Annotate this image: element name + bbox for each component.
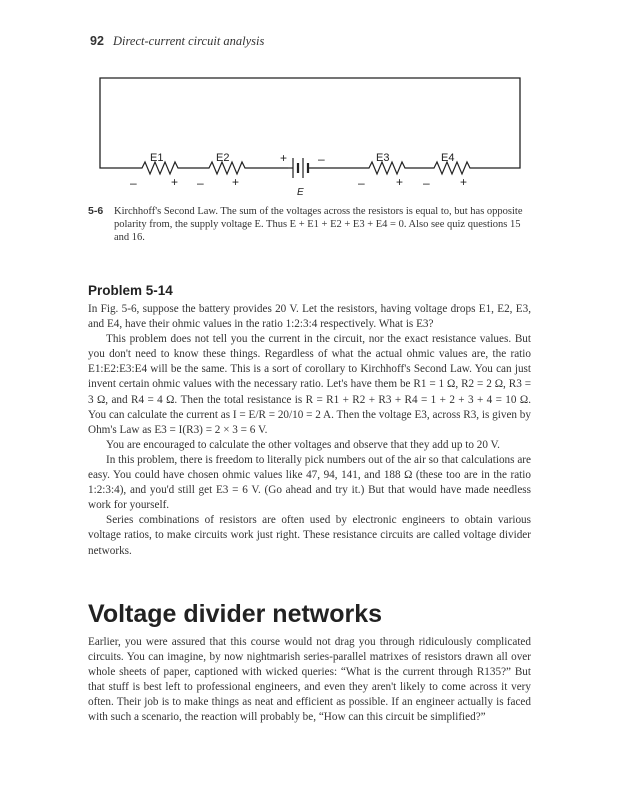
- figure-caption: [88, 205, 528, 245]
- label-battery: E: [297, 187, 304, 198]
- problem-body: [88, 302, 531, 559]
- label-e1: E1: [150, 152, 164, 164]
- running-header: [90, 34, 264, 49]
- circuit-figure: [90, 70, 530, 202]
- paragraph: You are encouraged to calculate the other voltages and observe that they add up to 20 V.: [106, 438, 500, 451]
- figure-caption-text: Kirchhoff's Second Law. The sum of the voltages across the resistors is equal to, but has opposite polarity from, the supply voltage E. Thus E + E1 + E2 + E3 + E4 = 0. Also see quiz questions 15 and 16.: [114, 206, 523, 244]
- problem-question: In Fig. 5-6, suppose the battery provides 20 V. Let the resistors, having voltage drops E1, E2, E3, and E4, have their ohmic values in the ratio 1:2:3:4 respectively. What is E3?: [88, 303, 531, 331]
- page-number: 92: [90, 34, 104, 48]
- paragraph: In this problem, there is freedom to literally pick numbers out of the air so that calculations are easy. You could have chosen ohmic values like 47, 94, 141, and 188 Ω (these too are in the ratio 1:2:3:4), and you'd still get E3 = 6 V. (Go ahead and try it.) But that would have made needless work for yourself.: [88, 453, 531, 512]
- section-body: [88, 635, 531, 726]
- polarity-e4-minus: –: [423, 176, 430, 190]
- label-e2: E2: [216, 152, 230, 164]
- polarity-e2-minus: –: [197, 176, 204, 190]
- polarity-e2-plus: +: [232, 175, 240, 189]
- polarity-e1-minus: –: [130, 176, 137, 190]
- paragraph: Series combinations of resistors are often used by electronic engineers to obtain various voltage ratios, to make circuits work just right. These resistance circuits are called voltage divider networks.: [88, 514, 531, 557]
- label-e4: E4: [441, 152, 455, 164]
- paragraph: This problem does not tell you the current in the circuit, nor the exact resistance values. But you don't need to know these things. Regardless of what the actual ohmic values are, the ratio E1:E2:E3:E4 will be the same. This is a sort of corollary to Kirchhoff's Second Law. You can just invent certain ohmic values with the necessary ratio. Let's have them be R1 = 1 Ω, R2 = 2 Ω, R3 = 3 Ω, and R4 = 4 Ω. Then the total resistance is R = R1 + R2 + R3 + R4 = 1 + 2 + 3 + 4 = 10 Ω. You can calculate the current as I = E/R = 20/10 = 2 A. Then the voltage E3, across R3, is given by Ohm's Law as E3 = I(R3) = 2 × 3 = 6 V.: [88, 333, 531, 436]
- paragraph: Earlier, you were assured that this course would not drag you through ridiculously complicated circuits. You can imagine, by now nightmarish series-parallel matrixes of resistors drawn all over whole sheets of paper, captioned with wicked queries: “What is the current through R135?” But that stuff is best left to professional engineers, and even they aren't likely to come across it very often. Their job is to make things as neat and efficient as possible. If an engineer actually is faced with such a scenario, the reaction will probably be, “How can this circuit be simplified?”: [88, 636, 531, 724]
- problem-heading: Problem 5-14: [88, 283, 173, 298]
- polarity-e3-minus: –: [358, 176, 365, 190]
- polarity-battery-plus: +: [280, 151, 288, 165]
- circuit-diagram: [90, 70, 530, 202]
- running-title: Direct-current circuit analysis: [113, 34, 265, 48]
- polarity-e4-plus: +: [460, 175, 468, 189]
- section-heading: Voltage divider networks: [88, 600, 383, 628]
- polarity-e1-plus: +: [171, 175, 179, 189]
- polarity-e3-plus: +: [396, 175, 404, 189]
- label-e3: E3: [376, 152, 390, 164]
- figure-number: 5-6: [88, 205, 104, 217]
- polarity-battery-minus: –: [318, 152, 325, 166]
